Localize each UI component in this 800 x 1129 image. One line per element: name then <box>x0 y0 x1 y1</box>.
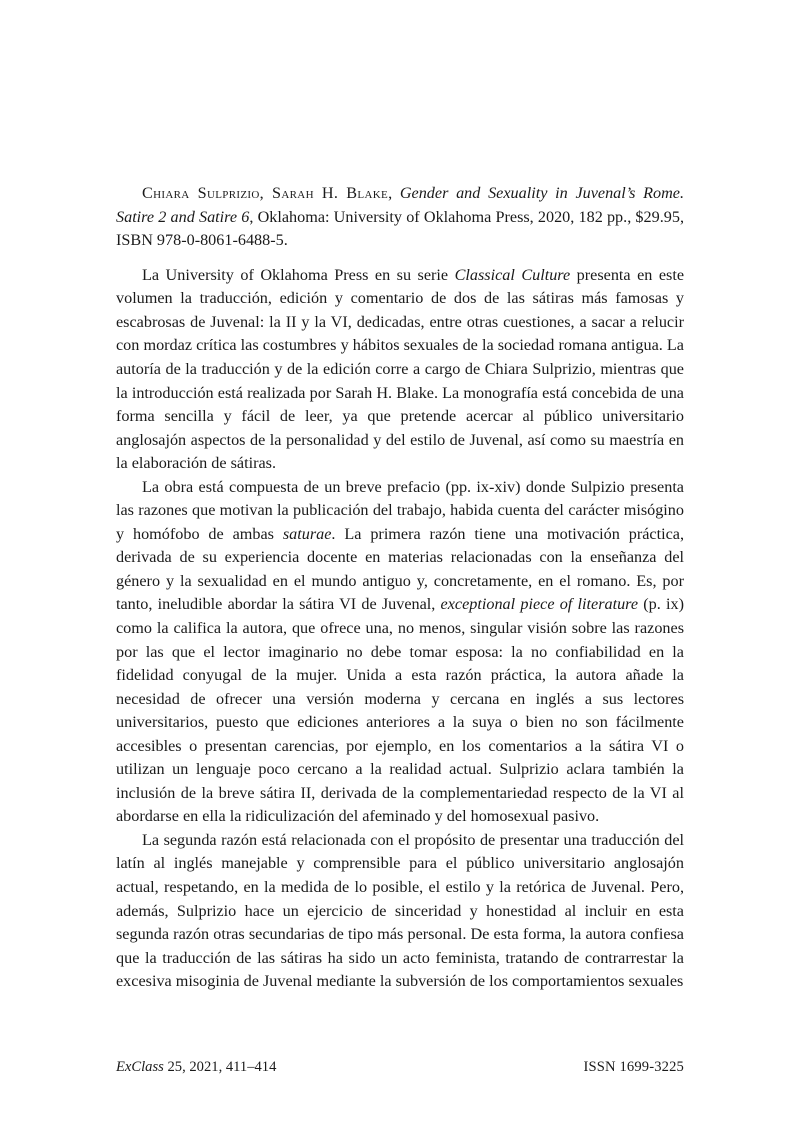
review-header-citation <box>116 182 684 253</box>
body-paragraph-2 <box>116 476 684 829</box>
publication-info: , Oklahoma: University of Oklahoma Press, 2020, 182 pp., $29.95, ISBN 978-0-8061-6488-5. <box>116 207 684 250</box>
book-authors: Chiara Sulprizio, Sarah H. Blake <box>142 184 389 202</box>
authors-separator: , <box>388 184 400 202</box>
text-column <box>116 182 684 994</box>
text-run: . La primera razón tiene una motivación práctica, derivada de su experiencia docente en materias relacionadas con la enseñanza del género y la sexualidad en el mundo antiguo y, concretamente, en el romano. Es, por tanto, ineludible abordar la sátira VI de Juvenal, <box>116 524 684 614</box>
book-title: Gender and Sexuality in Juvenal’s Rome. Satire 2 and Satire 6 <box>116 184 684 226</box>
journal-name: ExClass <box>116 1059 164 1075</box>
italic-phrase: exceptional piece of literature <box>440 595 639 614</box>
body-paragraph-3 <box>116 829 684 994</box>
text-run: (p. ix) como la califica la autora, que ofrece una, no menos, singular visión sobre las razones por las que el lector imaginario no debe tomar esposa: la no confiabilidad en la fidelidad conyugal de la mujer. Unida a esta razón práctica, la autora añade la necesidad de ofrecer una versión moderna y cercana en inglés a sus lectores universitarios, puesto que ediciones anteriores a la suya o bien no son fácilmente accesibles o presentan carencias, por ejemplo, en los comentarios a la sátira VI o utilizan un lenguaje poco cercano a la realidad actual. Sulprizio aclara también la inclusión de la breve sátira II, derivada de la complementariedad respecto de la VI al abordarse en ella la ridiculización del afeminado y del homosexual pasivo. <box>116 595 684 826</box>
text-run: La obra está compuesta de un breve prefacio (pp. ix-xiv) donde Sulpizio presenta las razones que motivan la publicación del trabajo, habida cuenta del carácter misógino y homófobo de ambas <box>116 477 684 543</box>
page-footer <box>116 1057 684 1077</box>
journal-citation-details: 25, 2021, 411–414 <box>163 1059 277 1075</box>
body-paragraph-1 <box>116 264 684 476</box>
italic-phrase: saturae <box>282 524 332 543</box>
footer-issn: ISSN 1699-3225 <box>583 1059 684 1075</box>
text-run: La segunda razón está relacionada con el propósito de presentar una traducción del latín al inglés manejable y comprensible para el público universitario anglosajón actual, respetando, en la medida de lo posible, el estilo y la retórica de Juvenal. Pero, además, Sulprizio hace un ejercicio de sinceridad y honestidad al incluir en esta segunda razón otras secundarias de tipo más personal. De esta forma, la autora confiesa que la traducción de las sátiras ha sido un acto feminista, tratando de contrarrestar la excesiva misoginia de Juvenal mediante la subversión de los comportamientos sexuales <box>116 830 684 991</box>
italic-phrase: Classical Culture <box>454 265 571 284</box>
text-run: presenta en este volumen la traducción, edición y comentario de dos de las sátiras más famosas y escabrosas de Juvenal: la II y la VI, dedicadas, entre otras cuestiones, a sacar a relucir con mordaz crítica las costumbres y hábitos sexuales de la sociedad romana antigua. La autoría de la traducción y de la edición corre a cargo de Chiara Sulprizio, mientras que la introducción está realizada por Sarah H. Blake. La monografía está concebida de una forma sencilla y fácil de leer, ya que pretende acercar al público universitario anglosajón aspectos de la personalidad y del estilo de Juvenal, así como su maestría en la elaboración de sátiras. <box>116 265 685 473</box>
footer-citation <box>116 1057 276 1077</box>
text-run: La University of Oklahoma Press en su serie <box>142 265 455 284</box>
